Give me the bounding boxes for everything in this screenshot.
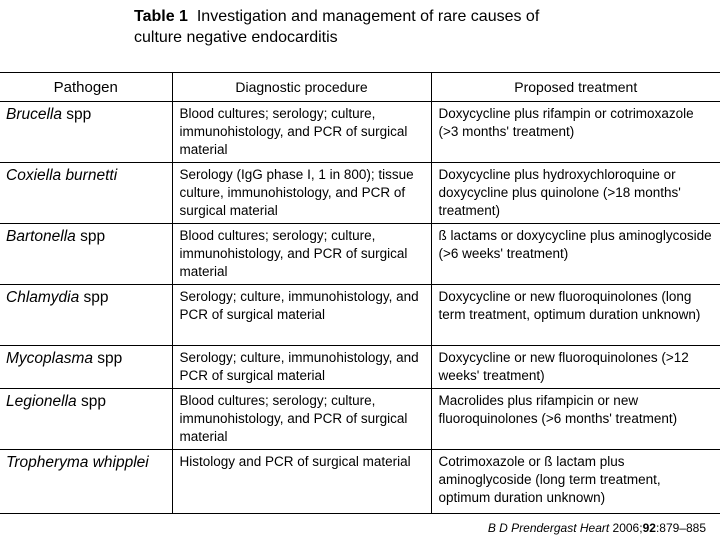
table-title-line2: culture negative endocarditis xyxy=(134,29,338,46)
diagnostic-cell: Serology (IgG phase I, 1 in 800); tissue culture, immunohistology, and PCR of surgical material xyxy=(172,163,431,224)
header-diagnostic: Diagnostic procedure xyxy=(172,73,431,102)
treatment-cell: Macrolides plus rifampicin or new fluoroquinolones (>6 months' treatment) xyxy=(431,389,720,450)
table-row xyxy=(0,285,720,346)
citation xyxy=(488,521,706,536)
table-title-line1: Investigation and management of rare causes of xyxy=(196,8,540,25)
pathogen-suffix: spp xyxy=(79,289,109,306)
diagnostic-cell: Blood cultures; serology; culture, immunohistology, and PCR of surgical material xyxy=(172,102,431,163)
table-title-label: Table 1 xyxy=(134,8,188,25)
pathogen-name: Legionella xyxy=(6,393,77,410)
diagnostic-cell: Blood cultures; serology; culture, immunohistology, and PCR of surgical material xyxy=(172,224,431,285)
table-row xyxy=(0,163,720,224)
treatment-cell: Doxycycline plus rifampin or cotrimoxazole (>3 months' treatment) xyxy=(431,102,720,163)
pathogen-table xyxy=(0,72,720,514)
treatment-cell: Doxycycline or new fluoroquinolones (>12 weeks' treatment) xyxy=(431,346,720,389)
table-title xyxy=(134,6,694,48)
pathogen-suffix: spp xyxy=(75,228,106,245)
table-row xyxy=(0,450,720,514)
table-header-row xyxy=(0,73,720,102)
diagnostic-cell: Serology; culture, immunohistology, and PCR of surgical material xyxy=(172,346,431,389)
table-row xyxy=(0,346,720,389)
pathogen-name: Mycoplasma xyxy=(6,350,93,367)
table-row xyxy=(0,389,720,450)
pathogen-suffix: spp xyxy=(62,106,92,123)
pathogen-cell xyxy=(0,285,172,346)
header-pathogen: Pathogen xyxy=(0,73,172,102)
treatment-cell: Doxycycline or new fluoroquinolones (long term treatment, optimum duration unknown) xyxy=(431,285,720,346)
diagnostic-cell: Histology and PCR of surgical material xyxy=(172,450,431,514)
table-row xyxy=(0,102,720,163)
pathogen-cell xyxy=(0,224,172,285)
pathogen-name: Coxiella burnetti xyxy=(6,167,118,184)
treatment-cell: Cotrimoxazole or ß lactam plus aminoglycoside (long term treatment, optimum duration unknown) xyxy=(431,450,720,514)
citation-volume: 92 xyxy=(642,521,656,535)
diagnostic-cell: Blood cultures; serology; culture, immunohistology, and PCR of surgical material xyxy=(172,389,431,450)
treatment-cell: Doxycycline plus hydroxychloroquine or doxycycline plus quinolone (>18 months' treatment) xyxy=(431,163,720,224)
pathogen-cell xyxy=(0,389,172,450)
pathogen-suffix: spp xyxy=(76,393,106,410)
citation-author: B D Prendergast xyxy=(487,521,580,535)
pathogen-name: Tropheryma whipplei xyxy=(6,454,149,471)
pathogen-cell xyxy=(0,102,172,163)
pathogen-name: Brucella xyxy=(6,106,62,123)
citation-journal: Heart xyxy=(579,521,610,535)
treatment-cell: ß lactams or doxycycline plus aminoglycoside (>6 weeks' treatment) xyxy=(431,224,720,285)
pathogen-cell xyxy=(0,346,172,389)
table-row xyxy=(0,224,720,285)
pathogen-cell xyxy=(0,450,172,514)
pathogen-name: Chlamydia xyxy=(6,289,80,306)
pathogen-name: Bartonella xyxy=(6,228,76,245)
citation-pages: :879–885 xyxy=(655,521,706,535)
header-treatment: Proposed treatment xyxy=(431,73,720,102)
diagnostic-cell: Serology; culture, immunohistology, and PCR of surgical material xyxy=(172,285,431,346)
pathogen-suffix: spp xyxy=(93,350,123,367)
pathogen-cell xyxy=(0,163,172,224)
citation-year: 2006; xyxy=(609,521,643,535)
